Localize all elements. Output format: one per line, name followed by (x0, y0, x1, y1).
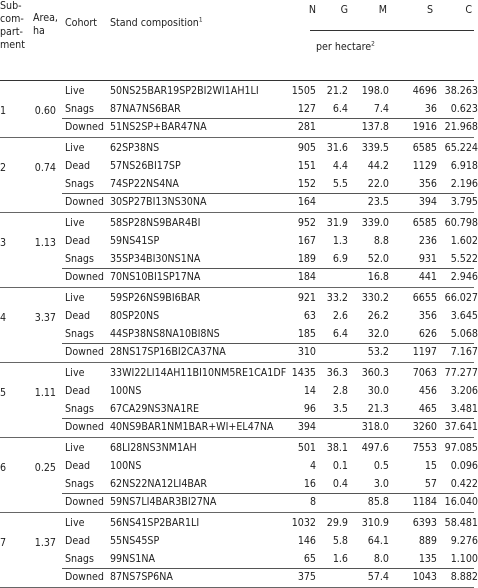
cell-g: 0.1 (332, 460, 348, 472)
cell-s: 36 (424, 103, 437, 115)
cell-m: 8.0 (373, 553, 389, 565)
cell-stand-composition: 59NS7LI4BAR3BI27NA (110, 496, 217, 508)
table-row (0, 364, 478, 382)
cell-stand-composition: 33WI22LI14AH11BI10NM5RE1CA1DF (110, 367, 287, 379)
cell-cohort: Snags (65, 553, 94, 565)
group-divider (0, 212, 474, 213)
cell-n: 921 (297, 292, 316, 304)
table-row (0, 118, 478, 136)
cell-s: 7063 (412, 367, 437, 379)
cell-c: 2.196 (450, 178, 478, 190)
cell-subcompartment: 7 (0, 537, 7, 549)
cell-g: 1.6 (332, 553, 348, 565)
cell-c: 0.422 (450, 478, 478, 490)
cell-stand-composition: 80SP20NS (110, 310, 160, 322)
cell-area: 1.37 (34, 537, 56, 549)
cell-subcompartment: 5 (0, 387, 7, 399)
header-stand-composition: Stand composition$^1$ (110, 15, 203, 29)
cell-stand-composition: 40NS9BAR1NM1BAR+WI+EL47NA (110, 421, 274, 433)
cell-area: 1.13 (34, 237, 56, 249)
cell-n: 167 (297, 235, 316, 247)
cell-s: 441 (418, 271, 437, 283)
cell-s: 1197 (412, 346, 437, 358)
cell-m: 23.5 (367, 196, 389, 208)
cell-stand-composition: 74SP22NS4NA (110, 178, 179, 190)
cell-c: 0.623 (450, 103, 478, 115)
cell-stand-composition: 58SP28NS9BAR4BI (110, 217, 201, 229)
cell-m: 360.3 (361, 367, 389, 379)
cell-cohort: Snags (65, 478, 94, 490)
group-divider (0, 137, 474, 138)
cell-s: 626 (418, 328, 437, 340)
cell-m: 137.8 (361, 121, 389, 133)
cell-s: 7553 (412, 442, 437, 454)
cell-c: 5.522 (450, 253, 478, 265)
cell-c: 1.602 (450, 235, 478, 247)
cell-n: 127 (297, 103, 316, 115)
cell-g: 2.6 (332, 310, 348, 322)
group-divider (0, 287, 474, 288)
cell-s: 135 (418, 553, 437, 565)
cell-n: 152 (297, 178, 316, 190)
group-divider (0, 512, 474, 513)
cell-c: 97.085 (444, 442, 478, 454)
table-row (0, 343, 478, 361)
table-row (0, 568, 478, 586)
cell-m: 318.0 (361, 421, 389, 433)
cell-n: 151 (297, 160, 316, 172)
cell-m: 85.8 (367, 496, 389, 508)
cell-cohort: Snags (65, 178, 94, 190)
cell-n: 8 (309, 496, 316, 508)
group-label-row (0, 384, 474, 402)
cell-cohort: Snags (65, 328, 94, 340)
cell-m: 30.0 (367, 385, 389, 397)
group-label-row (0, 309, 474, 327)
cell-m: 497.6 (361, 442, 389, 454)
header-rule (310, 30, 474, 31)
cell-c: 8.882 (450, 571, 478, 583)
cell-subcompartment: 1 (0, 105, 7, 117)
cell-stand-composition: 55NS45SP (110, 535, 160, 547)
cell-g: 29.9 (326, 517, 348, 529)
cell-cohort: Live (65, 142, 85, 154)
cell-c: 66.027 (444, 292, 478, 304)
header-col-c: C (465, 4, 472, 16)
cell-n: 905 (297, 142, 316, 154)
cell-s: 6585 (412, 142, 437, 154)
cell-g: 0.4 (332, 478, 348, 490)
cell-cohort: Downed (65, 496, 104, 508)
cell-stand-composition: 59SP26NS9BI6BAR (110, 292, 201, 304)
cell-n: 189 (297, 253, 316, 265)
cell-stand-composition: 87NS7SP6NA (110, 571, 173, 583)
header-subcompartment: Sub- com- part- ment (0, 0, 25, 51)
cell-m: 330.2 (361, 292, 389, 304)
cell-c: 2.946 (450, 271, 478, 283)
cell-g: 33.2 (326, 292, 348, 304)
table-row (0, 439, 478, 457)
cell-m: 52.0 (367, 253, 389, 265)
cell-stand-composition: 50NS25BAR19SP2BI2WI1AH1LI (110, 85, 259, 97)
cell-cohort: Downed (65, 271, 104, 283)
cell-c: 0.096 (450, 460, 478, 472)
cell-m: 21.3 (367, 403, 389, 415)
cell-stand-composition: 99NS1NA (110, 553, 156, 565)
cell-m: 53.2 (367, 346, 389, 358)
cell-area: 0.60 (34, 105, 56, 117)
cell-cohort: Downed (65, 196, 104, 208)
cell-c: 1.100 (450, 553, 478, 565)
cell-s: 931 (418, 253, 437, 265)
cell-stand-composition: 28NS17SP16BI2CA37NA (110, 346, 226, 358)
cell-cohort: Live (65, 217, 85, 229)
cell-m: 16.8 (367, 271, 389, 283)
cell-cohort: Live (65, 85, 85, 97)
header-col-m: M (378, 4, 387, 16)
cell-cohort: Snags (65, 253, 94, 265)
cell-n: 184 (297, 271, 316, 283)
cell-s: 57 (424, 478, 437, 490)
cell-stand-composition: 87NA7NS6BAR (110, 103, 181, 115)
cell-c: 16.040 (444, 496, 478, 508)
cell-s: 3260 (412, 421, 437, 433)
cell-stand-composition: 67CA29NS3NA1RE (110, 403, 200, 415)
cell-g: 5.8 (332, 535, 348, 547)
group-label-row (0, 234, 474, 252)
cell-n: 394 (297, 421, 316, 433)
group-label-row (0, 534, 474, 552)
cell-n: 96 (303, 403, 316, 415)
group-label-row (0, 159, 474, 177)
cell-s: 6655 (412, 292, 437, 304)
cell-m: 8.8 (373, 235, 389, 247)
cell-c: 7.167 (450, 346, 478, 358)
table-row (0, 175, 478, 193)
cell-g: 3.5 (332, 403, 348, 415)
cell-n: 501 (297, 442, 316, 454)
cell-stand-composition: 100NS (110, 385, 142, 397)
cell-m: 339.5 (361, 142, 389, 154)
cell-g: 6.4 (332, 328, 348, 340)
cell-m: 339.0 (361, 217, 389, 229)
cell-m: 26.2 (367, 310, 389, 322)
cell-stand-composition: 68LI28NS3NM1AH (110, 442, 197, 454)
cell-n: 164 (297, 196, 316, 208)
cell-c: 60.798 (444, 217, 478, 229)
cell-area: 3.37 (34, 312, 56, 324)
cell-m: 198.0 (361, 85, 389, 97)
cell-n: 63 (303, 310, 316, 322)
cell-area: 0.74 (34, 162, 56, 174)
cell-g: 6.9 (332, 253, 348, 265)
header-divider (0, 80, 474, 81)
cell-m: 3.0 (373, 478, 389, 490)
cell-n: 146 (297, 535, 316, 547)
cell-s: 465 (418, 403, 437, 415)
cell-m: 32.0 (367, 328, 389, 340)
header-col-n: N (308, 4, 316, 16)
cell-g: 38.1 (326, 442, 348, 454)
cell-cohort: Dead (65, 310, 91, 322)
cell-c: 9.276 (450, 535, 478, 547)
cell-n: 281 (297, 121, 316, 133)
table-row (0, 493, 478, 511)
cell-g: 36.3 (326, 367, 348, 379)
cell-n: 952 (297, 217, 316, 229)
group-label-row (0, 102, 474, 120)
cell-g: 5.5 (332, 178, 348, 190)
cell-n: 375 (297, 571, 316, 583)
cell-c: 5.068 (450, 328, 478, 340)
cell-cohort: Downed (65, 121, 104, 133)
cell-g: 21.2 (326, 85, 348, 97)
cell-n: 185 (297, 328, 316, 340)
cell-cohort: Downed (65, 346, 104, 358)
cell-g: 4.4 (332, 160, 348, 172)
cell-stand-composition: 57NS26BI17SP (110, 160, 181, 172)
cell-n: 310 (297, 346, 316, 358)
cell-stand-composition: 44SP38NS8NA10BI8NS (110, 328, 220, 340)
cell-s: 394 (418, 196, 437, 208)
cell-stand-composition: 35SP34BI30NS1NA (110, 253, 201, 265)
cell-c: 37.641 (444, 421, 478, 433)
cell-s: 356 (418, 178, 437, 190)
cell-c: 65.224 (444, 142, 478, 154)
group-label-row (0, 459, 474, 477)
cell-cohort: Downed (65, 421, 104, 433)
cell-s: 1129 (412, 160, 437, 172)
cell-stand-composition: 62NS22NA12LI4BAR (110, 478, 208, 490)
table-row (0, 550, 478, 568)
cell-c: 38.263 (444, 85, 478, 97)
cell-n: 16 (303, 478, 316, 490)
cell-area: 1.11 (34, 387, 56, 399)
cell-cohort: Live (65, 367, 85, 379)
cell-m: 22.0 (367, 178, 389, 190)
cell-g: 2.8 (332, 385, 348, 397)
cell-subcompartment: 2 (0, 162, 7, 174)
table-row (0, 193, 478, 211)
cell-s: 1184 (412, 496, 437, 508)
cell-c: 58.481 (444, 517, 478, 529)
cell-cohort: Dead (65, 385, 91, 397)
cell-subcompartment: 4 (0, 312, 7, 324)
cell-m: 310.9 (361, 517, 389, 529)
cell-stand-composition: 51NS2SP+BAR47NA (110, 121, 207, 133)
cell-n: 1032 (291, 517, 316, 529)
cell-s: 6585 (412, 217, 437, 229)
table-row (0, 418, 478, 436)
cell-s: 236 (418, 235, 437, 247)
table-row (0, 82, 478, 100)
cell-cohort: Dead (65, 460, 91, 472)
header-area: Area, ha (33, 12, 58, 37)
cell-cohort: Downed (65, 571, 104, 583)
cell-s: 889 (418, 535, 437, 547)
header-per-hectare: per hectare$^2$ (316, 39, 375, 53)
table-row (0, 400, 478, 418)
group-divider (0, 437, 474, 438)
cell-stand-composition: 100NS (110, 460, 142, 472)
cell-n: 1435 (291, 367, 316, 379)
cell-s: 4696 (412, 85, 437, 97)
cell-n: 65 (303, 553, 316, 565)
table-row (0, 250, 478, 268)
cell-cohort: Snags (65, 103, 94, 115)
header-col-s: S (426, 4, 433, 16)
cell-n: 14 (303, 385, 316, 397)
cell-g: 1.3 (332, 235, 348, 247)
cell-g: 6.4 (332, 103, 348, 115)
cell-n: 4 (309, 460, 316, 472)
cell-stand-composition: 30SP27BI13NS30NA (110, 196, 207, 208)
cell-subcompartment: 6 (0, 462, 7, 474)
cell-c: 3.206 (450, 385, 478, 397)
cell-s: 1916 (412, 121, 437, 133)
table-row (0, 214, 478, 232)
cell-m: 7.4 (373, 103, 389, 115)
header-cohort: Cohort (65, 17, 98, 29)
cell-m: 44.2 (367, 160, 389, 172)
cell-m: 57.4 (367, 571, 389, 583)
cell-s: 6393 (412, 517, 437, 529)
cell-s: 1043 (412, 571, 437, 583)
cell-n: 1505 (291, 85, 316, 97)
cell-c: 6.918 (450, 160, 478, 172)
cell-g: 31.6 (326, 142, 348, 154)
table-row (0, 325, 478, 343)
table-row (0, 139, 478, 157)
cell-c: 3.795 (450, 196, 478, 208)
cell-cohort: Live (65, 442, 85, 454)
cell-g: 31.9 (326, 217, 348, 229)
group-divider (0, 362, 474, 363)
cell-m: 64.1 (367, 535, 389, 547)
table-row (0, 268, 478, 286)
cell-subcompartment: 3 (0, 237, 7, 249)
cell-cohort: Live (65, 292, 85, 304)
cell-stand-composition: 62SP38NS (110, 142, 160, 154)
cell-c: 3.645 (450, 310, 478, 322)
cell-s: 356 (418, 310, 437, 322)
cell-c: 21.968 (444, 121, 478, 133)
cell-stand-composition: 56NS41SP2BAR1LI (110, 517, 200, 529)
cell-cohort: Live (65, 517, 85, 529)
cell-c: 3.481 (450, 403, 478, 415)
cell-stand-composition: 59NS41SP (110, 235, 160, 247)
cell-stand-composition: 70NS10BI1SP17NA (110, 271, 201, 283)
cell-c: 77.277 (444, 367, 478, 379)
cell-cohort: Dead (65, 160, 91, 172)
cell-m: 0.5 (373, 460, 389, 472)
cell-area: 0.25 (34, 462, 56, 474)
cell-s: 15 (424, 460, 437, 472)
cell-cohort: Dead (65, 535, 91, 547)
cell-cohort: Snags (65, 403, 94, 415)
header-col-g: G (340, 4, 348, 16)
table-row (0, 289, 478, 307)
table-row (0, 475, 478, 493)
cell-cohort: Dead (65, 235, 91, 247)
table-row (0, 514, 478, 532)
cell-s: 456 (418, 385, 437, 397)
table-header (0, 0, 474, 80)
